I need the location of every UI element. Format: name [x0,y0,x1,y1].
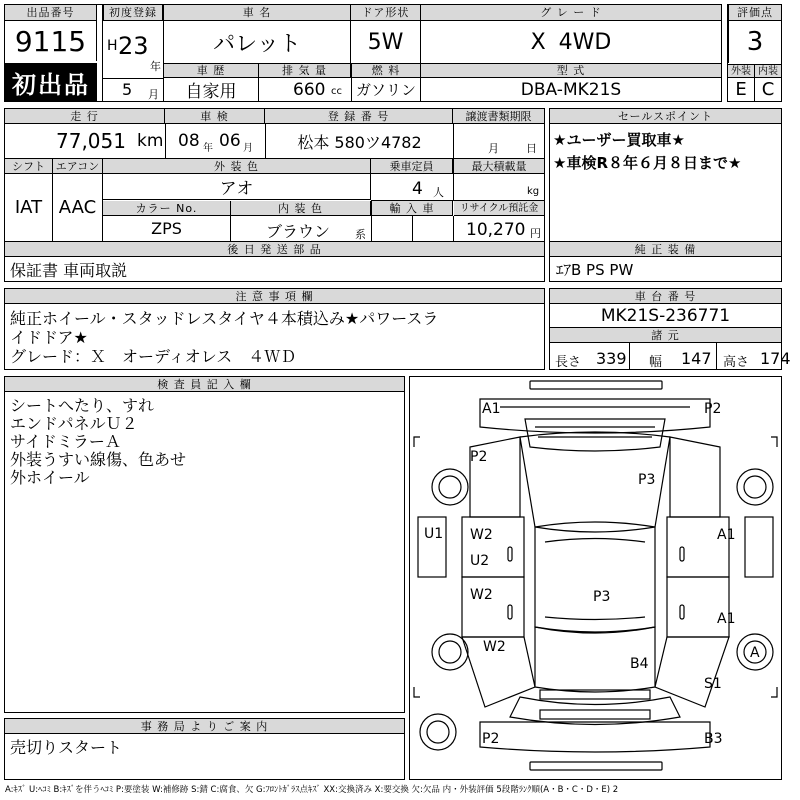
mark-left-front-door-lower: U2 [470,553,490,569]
mark-right-rear-door: A1 [717,611,736,627]
width-label: 幅 [649,355,663,370]
inspector-line-1: シートへたり、すれ [10,396,155,415]
color-no-label: カラー No. [103,201,231,216]
mark-right-front-door: A1 [717,527,736,543]
sales-point-line-2: ★車検R８年６月８日まで★ [553,154,742,172]
car-name: パレット [164,21,351,63]
ac: AAC [53,174,103,241]
shift-label: シフト [5,159,53,174]
model: DBA-MK21S [421,78,722,101]
color-no: ZPS [103,216,231,241]
lot-number: 9115 [5,21,97,61]
equipment-text: ｴｱB PS PW [556,261,634,279]
recycle-fee: 10,270 [466,220,526,240]
registration-year: 23 [118,32,149,60]
inspector-line-5: 外ホイール [10,468,90,487]
follow-up-text: 保証書 車両取説 [10,261,128,280]
door-label: ドア形状 [351,5,421,21]
fuel-label: 燃 料 [352,64,421,78]
interior-grade: C [761,79,775,100]
plate-number: 松本 580ツ4782 [297,132,422,152]
inspector-line-2: エンドパネルＵ２ [10,414,138,433]
inspection-year: 08 [178,131,200,151]
registration-month: 5 [122,80,133,99]
notes-line-2: イドドア★ [10,328,88,347]
mark-roof: P3 [593,589,611,605]
displacement-label: 排 気 量 [259,64,351,78]
displacement-unit: cc [331,86,342,97]
interior-color-unit: 系 [355,228,366,241]
sales-points-label: セールスポイント [550,109,781,124]
shift: IAT [5,174,53,241]
color-label: 外 装 色 [103,159,371,174]
door-type: 5W [351,21,421,63]
inspection-month-unit: 月 [243,143,253,154]
mark-front-left-corner: A1 [482,401,501,417]
history: 自家用 [164,78,259,101]
mark-left-rear-door: W2 [470,587,493,603]
inspection-year-unit: 年 [203,143,213,154]
exterior-grade: E [728,78,755,101]
mark-left-quarter: W2 [483,639,506,655]
recycle-label: リサイクル預託金 [454,201,544,216]
mark-rear-left-corner: P2 [482,731,500,747]
model-label: 型 式 [421,64,722,78]
score: 3 [728,21,781,63]
length-label: 長さ [555,355,582,370]
grade: X 4WD [421,21,722,63]
notes-label: 注 意 事 項 欄 [5,289,544,304]
displacement: 660 [293,80,326,100]
recycle-unit: 円 [530,227,541,240]
mark-rear-right-corner: B3 [704,731,723,747]
mark-back-door: B4 [630,656,649,672]
first-listing-badge: 初出品 [5,63,97,101]
mileage-label: 走 行 [5,109,165,124]
plate-label: 登 録 番 号 [265,109,453,124]
inspection-label: 車 検 [165,109,265,124]
inspector-line-3: サイドミラーＡ [10,432,121,451]
transfer-day-unit: 日 [526,142,537,155]
import-label: 輸 入 車 [372,201,453,216]
inspector-line-4: 外装うすい線傷、色あせ [10,450,187,469]
notes-line-3: グレード：Ｘ オーディオレス ４ＷＤ [10,347,297,366]
follow-up-label: 後 日 発 送 部 品 [5,242,544,257]
car-outline-icon [410,377,781,779]
history-label: 車 歴 [164,64,259,78]
mark-left-mirror: U1 [424,526,444,542]
registration-month-unit: 月 [148,88,159,101]
registration-era: H [107,38,118,54]
car-name-label: 車 名 [164,5,351,21]
capacity-unit: 人 [433,186,444,199]
inspector-label: 検 査 員 記 入 欄 [5,377,404,392]
interior-color-label: 内 装 色 [231,201,371,216]
transfer-month-unit: 月 [488,142,499,155]
registration-label: 初度登録 [103,5,163,21]
transfer-label: 譲渡書類期限 [453,109,544,124]
mileage: 77,051 [56,129,126,153]
notes-line-1: 純正ホイール・スタッドレスタイヤ４本積込み★パワースラ [10,309,439,328]
mark-left-front-door: W2 [470,527,493,543]
mark-left-front-fender: P2 [470,449,488,465]
load-label: 最大積載量 [454,159,544,174]
exterior-label: 外装 [728,64,755,78]
legend-text: A:ｷｽﾞ U:ﾍｺﾐ B:ｷｽﾞを伴うﾍｺﾐ P:要塗装 W:補修跡 S:錆 C:腐食、欠 G:ﾌﾛﾝﾄｶﾞﾗｽ点ｷｽﾞ XX:交換済み X:要交換 欠:欠品 内・外装評価 5段階ﾗﾝｸ順(A・B・C・D・E) 2 [5,785,619,795]
car-diagram [409,376,782,780]
office-text: 売切りスタート [10,738,123,757]
length-value: 339 [596,349,627,368]
mark-right-rear-wheel: A [750,645,760,661]
ac-label: エアコン [53,159,103,174]
interior-label: 内装 [755,64,781,78]
registration-year-unit: 年 [150,60,161,73]
capacity-label: 乗車定員 [371,159,453,174]
fuel: ガソリン [352,78,421,101]
width-value: 147 [681,349,712,368]
grade-label: グ レ ー ド [421,5,722,21]
load-unit: kg [527,186,540,197]
exterior-color: アオ [103,174,371,200]
capacity: 4 [412,179,423,199]
lot-label: 出品番号 [5,5,97,21]
height-label: 高さ [723,355,750,370]
mark-right-rear-quarter: S1 [704,676,722,692]
mark-hood: P3 [638,472,656,488]
office-label: 事 務 局 よ り ご 案 内 [5,719,404,734]
chassis-number: MK21S-236771 [550,304,781,328]
height-value: 174 [760,349,791,368]
inspection-month: 06 [219,131,241,151]
mileage-unit: km [137,131,164,151]
score-label: 評価点 [728,5,781,21]
mark-front-right-corner: P2 [704,401,722,417]
dims-label: 諸 元 [550,328,781,343]
sales-point-line-1: ★ユーザー買取車★ [553,131,685,149]
chassis-label: 車 台 番 号 [550,289,781,304]
interior-color: ブラウン [266,222,331,241]
equipment-label: 純 正 装 備 [550,242,781,257]
